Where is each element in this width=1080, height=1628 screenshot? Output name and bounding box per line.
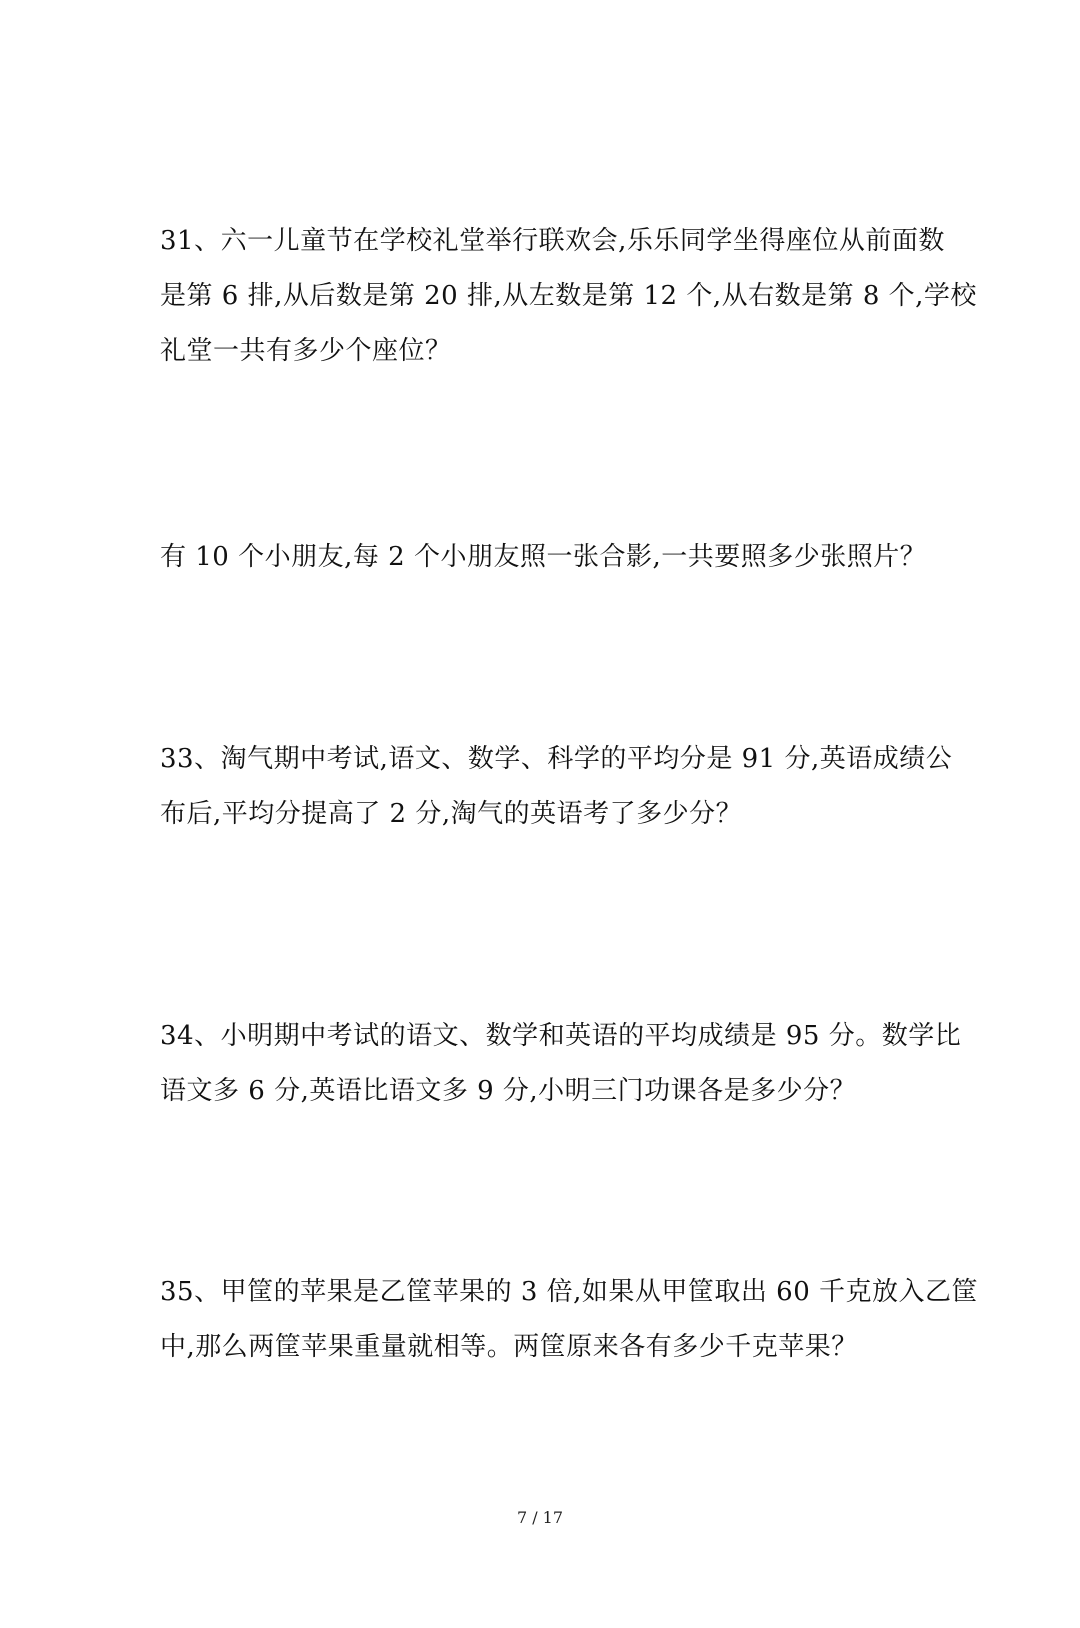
problem-text-line: 中,那么两筐苹果重量就相等。两筐原来各有多少千克苹果？	[160, 1332, 858, 1362]
problem-32	[160, 530, 950, 585]
problem-text-line: 有 10 个小朋友,每 2 个小朋友照一张合影,一共要照多少张照片？	[160, 542, 927, 572]
problem-text-line: 语文多 6 分,英语比语文多 9 分,小明三门功课各是多少分？	[160, 1076, 857, 1106]
problem-text-line: 礼堂一共有多少个座位？	[160, 336, 452, 366]
problem-33	[160, 732, 953, 842]
problem-text-line: 33、淘气期中考试,语文、数学、科学的平均分是 91 分,英语成绩公	[160, 744, 953, 774]
problem-text-line: 布后,平均分提高了 2 分,淘气的英语考了多少分？	[160, 799, 743, 829]
problem-31	[160, 214, 977, 379]
problem-35	[160, 1265, 979, 1375]
problem-text-line: 35、甲筐的苹果是乙筐苹果的 3 倍,如果从甲筐取出 60 千克放入乙筐	[160, 1277, 979, 1307]
problem-34	[160, 1009, 962, 1119]
problem-text-line: 是第 6 排,从后数是第 20 排,从左数是第 12 个,从右数是第 8 个,学校	[160, 281, 977, 311]
problem-text-line: 34、小明期中考试的语文、数学和英语的平均成绩是 95 分。数学比	[160, 1021, 962, 1051]
page-number: 7 / 17	[516, 1508, 564, 1527]
problem-text-line: 31、六一儿童节在学校礼堂举行联欢会,乐乐同学坐得座位从前面数	[160, 226, 945, 256]
